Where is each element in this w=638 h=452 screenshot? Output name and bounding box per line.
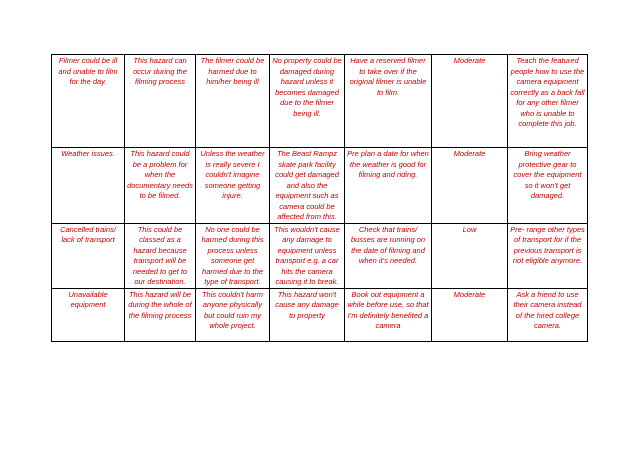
risk-assessment-table	[51, 54, 588, 342]
who-cell: This couldn't harm anyone physically but could ruin my whole project.	[196, 288, 270, 341]
when-cell: This hazard can occur during the filming process	[125, 55, 196, 148]
when-cell: This could be classed as a hazard because transport will be needed to get to our destination.	[125, 223, 196, 288]
control-cell: Have a reserved filmer to take over if the original filmer is unable to film.	[345, 55, 432, 148]
who-cell: The filmer could be harmed due to him/her being ill	[196, 55, 270, 148]
when-cell: This hazard will be during the whole of the filming process	[125, 288, 196, 341]
hazard-cell: Cancelled trains/ lack of transport	[52, 223, 125, 288]
property-cell: This hazard won't cause any damage to property	[270, 288, 345, 341]
hazard-cell: Weather issues.	[52, 148, 125, 224]
table-row	[52, 223, 588, 288]
risk-level-cell: Moderate	[432, 55, 508, 148]
hazard-cell: Unavailable equipment	[52, 288, 125, 341]
who-cell: No one could be harmed during this process unless someone get harmed due to the type of transport.	[196, 223, 270, 288]
property-cell: This wouldn't cause any damage to equipment unless transport e.g. a car hits the camera causing it to break.	[270, 223, 345, 288]
risk-level-cell: Moderate	[432, 288, 508, 341]
when-cell: This hazard could be a problem for when the documentary needs to be filmed.	[125, 148, 196, 224]
table-row	[52, 288, 588, 341]
hazard-cell: Filmer could be ill and unable to film for the day.	[52, 55, 125, 148]
table-row	[52, 148, 588, 224]
risk-level-cell: Moderate	[432, 148, 508, 224]
action-cell: Bring weather protective gear to cover the equipment so it won't get damaged.	[508, 148, 588, 224]
control-cell: Pre plan a date for when the weather is good for filming and riding.	[345, 148, 432, 224]
property-cell: The Beast Rampz skate park facility could get damaged and also the equipment such as camera could be affected from this.	[270, 148, 345, 224]
property-cell: No property could be damaged during hazard unless it becomes damaged due to the filmer being ill.	[270, 55, 345, 148]
who-cell: Unless the weather is really severe I couldn't imagine someone getting injure.	[196, 148, 270, 224]
risk-level-cell: Low	[432, 223, 508, 288]
control-cell: Check that trains/ busses are running on the date of filming and when it's needed.	[345, 223, 432, 288]
action-cell: Ask a friend to use their camera instead of the hired college camera.	[508, 288, 588, 341]
table-row	[52, 55, 588, 148]
action-cell: Teach the featured people how to use the camera equipment correctly as a back fall for any other filmer who is unable to complete this job.	[508, 55, 588, 148]
control-cell: Book out equipment a while before use, so that I'm definitely benefited a camera	[345, 288, 432, 341]
action-cell: Pre- range other types of transport for if the previous transport is not eligible anymore.	[508, 223, 588, 288]
